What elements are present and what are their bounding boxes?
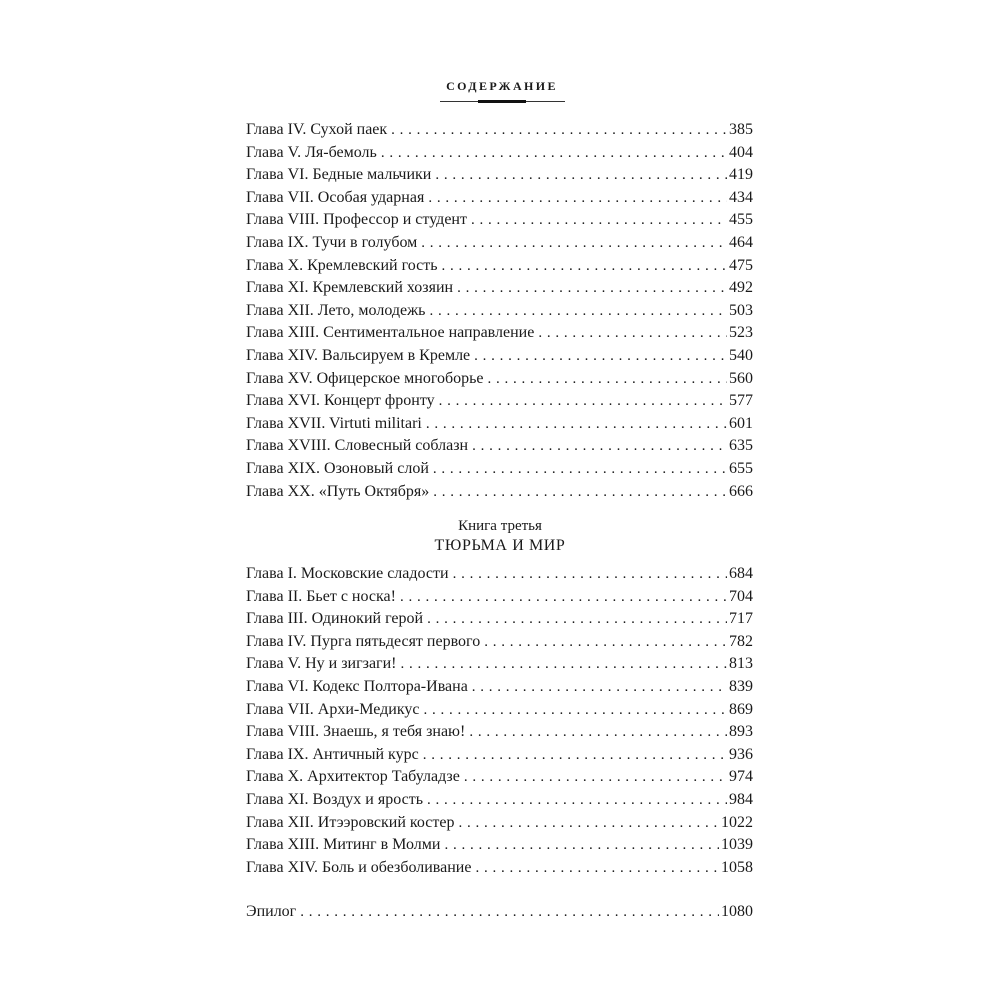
dot-leader (464, 766, 727, 789)
book-title: ТЮРЬМА И МИР (434, 537, 566, 554)
dot-leader (471, 209, 727, 232)
dot-leader (469, 721, 727, 744)
toc-entry (246, 608, 753, 631)
entry-title: Глава IV. Пурга пятьдесят первого (246, 632, 481, 650)
entry-page-number: 704 (729, 587, 753, 605)
dot-leader (442, 255, 727, 278)
dot-leader (472, 676, 727, 699)
toc-entry (246, 345, 753, 368)
entry-title: Глава VI. Кодекс Полтора-Ивана (246, 677, 468, 695)
toc-entry (246, 413, 753, 436)
entry-page-number: 684 (729, 565, 753, 582)
entry-page-number: 475 (729, 256, 753, 274)
entry-title: Глава IV. Сухой паек (246, 121, 388, 138)
toc-entry (246, 164, 753, 187)
toc-entry-epilogue (246, 901, 753, 924)
toc-entry (246, 435, 753, 458)
dot-leader (457, 277, 727, 300)
entry-title: Глава XX. «Путь Октября» (246, 482, 430, 500)
toc-entry (246, 699, 753, 722)
entry-page-number: 936 (729, 745, 753, 763)
entry-page-number: 813 (729, 655, 753, 673)
entry-title: Глава VI. Бедные мальчики (246, 166, 432, 184)
dot-leader (391, 119, 727, 142)
entry-title: Эпилог (246, 903, 297, 920)
entry-title: Глава XV. Офицерское многоборье (246, 369, 484, 387)
dot-leader (474, 345, 727, 368)
header-divider-accent (478, 100, 526, 103)
entry-title: Глава X. Архитектор Табуладзе (246, 768, 460, 786)
entry-title: Глава IX. Тучи в голубом (246, 233, 418, 251)
dot-leader (475, 857, 719, 880)
toc-list-book2 (246, 119, 753, 503)
dot-leader (484, 631, 727, 654)
toc-entry (246, 322, 753, 345)
entry-page-number: 1080 (721, 903, 753, 920)
entry-page-number: 666 (729, 482, 753, 500)
entry-page-number: 385 (729, 121, 753, 138)
entry-page-number: 492 (729, 279, 753, 297)
entry-title: Глава XII. Итээровский костер (246, 813, 455, 831)
entry-page-number: 974 (729, 768, 753, 786)
toc-list-book3 (246, 563, 753, 879)
entry-title: Глава IX. Античный курс (246, 745, 419, 763)
toc-entry (246, 142, 753, 165)
entry-page-number: 404 (729, 143, 753, 161)
entry-title: Глава XVII. Virtuti militari (246, 414, 422, 432)
entry-title: Глава I. Московские сладости (246, 565, 449, 582)
dot-leader (381, 142, 727, 165)
dot-leader (433, 481, 727, 504)
dot-leader (427, 608, 727, 631)
toc-entry (246, 721, 753, 744)
entry-page-number: 464 (729, 233, 753, 251)
entry-page-number: 839 (729, 677, 753, 695)
dot-leader (429, 300, 727, 323)
toc-entry (246, 676, 753, 699)
toc-entry (246, 766, 753, 789)
dot-leader (426, 413, 727, 436)
toc-entry (246, 789, 753, 812)
entry-page-number: 782 (729, 632, 753, 650)
entry-title: Глава XIV. Вальсируем в Кремле (246, 346, 471, 364)
entry-page-number: 523 (729, 324, 753, 342)
entry-page-number: 1058 (721, 858, 753, 876)
toc-entry (246, 187, 753, 210)
entry-page-number: 893 (729, 723, 753, 741)
dot-leader (538, 322, 727, 345)
entry-page-number: 635 (729, 437, 753, 455)
entry-page-number: 1022 (721, 813, 753, 831)
dot-leader (472, 435, 727, 458)
entry-title: Глава VIII. Знаешь, я тебя знаю! (246, 723, 466, 741)
entry-title: Глава II. Бьет с носка! (246, 587, 396, 605)
entry-title: Глава XVI. Концерт фронту (246, 392, 435, 410)
toc-entry (246, 653, 753, 676)
entry-page-number: 717 (729, 610, 753, 628)
entry-title: Глава VII. Особая ударная (246, 188, 425, 206)
entry-title: Глава XII. Лето, молодежь (246, 301, 426, 319)
toc-entry (246, 390, 753, 413)
toc-entry (246, 209, 753, 232)
toc-entry (246, 119, 753, 142)
entry-page-number: 434 (729, 188, 753, 206)
toc-entry (246, 586, 753, 609)
dot-leader (423, 744, 727, 767)
dot-leader (458, 812, 719, 835)
toc-entry (246, 458, 753, 481)
dot-leader (427, 789, 727, 812)
toc-entry (246, 563, 753, 586)
entry-page-number: 601 (729, 414, 753, 432)
toc-entry (246, 277, 753, 300)
dot-leader (453, 563, 727, 586)
entry-title: Глава X. Кремлевский гость (246, 256, 438, 274)
entry-page-number: 503 (729, 301, 753, 319)
dot-leader (428, 187, 727, 210)
entry-title: Глава VIII. Профессор и студент (246, 211, 467, 229)
entry-title: Глава XVIII. Словесный соблазн (246, 437, 469, 455)
entry-page-number: 455 (729, 211, 753, 229)
toc-entry (246, 812, 753, 835)
entry-page-number: 1039 (721, 836, 753, 854)
entry-page-number: 577 (729, 392, 753, 410)
toc-list-epilogue (246, 901, 753, 924)
toc-entry (246, 744, 753, 767)
book-label: Книга третья (458, 518, 542, 534)
entry-title: Глава XI. Воздух и ярость (246, 790, 424, 808)
entry-title: Глава XI. Кремлевский хозяин (246, 279, 454, 297)
entry-title: Глава XIX. Озоновый слой (246, 459, 429, 477)
entry-page-number: 655 (729, 459, 753, 477)
entry-page-number: 560 (729, 369, 753, 387)
toc-entry (246, 300, 753, 323)
toc-entry (246, 255, 753, 278)
dot-leader (444, 834, 719, 857)
dot-leader (488, 368, 727, 391)
entry-page-number: 540 (729, 346, 753, 364)
dot-leader (300, 901, 719, 924)
entry-title: Глава V. Ля-бемоль (246, 143, 377, 161)
entry-title: Глава III. Одинокий герой (246, 610, 424, 628)
dot-leader (439, 390, 727, 413)
entry-page-number: 984 (729, 790, 753, 808)
dot-leader (421, 232, 727, 255)
toc-entry (246, 481, 753, 504)
entry-title: Глава XIV. Боль и обезболивание (246, 858, 472, 876)
page-title: СОДЕРЖАНИЕ (446, 79, 558, 93)
toc-entry (246, 368, 753, 391)
page-header (0, 77, 1000, 95)
dot-leader (424, 699, 728, 722)
dot-leader (435, 164, 727, 187)
toc-entry (246, 857, 753, 880)
entry-title: Глава VII. Архи-Медикус (246, 700, 420, 718)
entry-page-number: 419 (729, 166, 753, 184)
dot-leader (400, 586, 727, 609)
entry-title: Глава V. Ну и зигзаги! (246, 655, 397, 673)
dot-leader (433, 458, 727, 481)
toc-entry (246, 232, 753, 255)
toc-entry (246, 631, 753, 654)
dot-leader (401, 653, 727, 676)
entry-title: Глава XIII. Сентиментальное направление (246, 324, 535, 342)
entry-title: Глава XIII. Митинг в Молми (246, 836, 441, 854)
toc-entry (246, 834, 753, 857)
entry-page-number: 869 (729, 700, 753, 718)
